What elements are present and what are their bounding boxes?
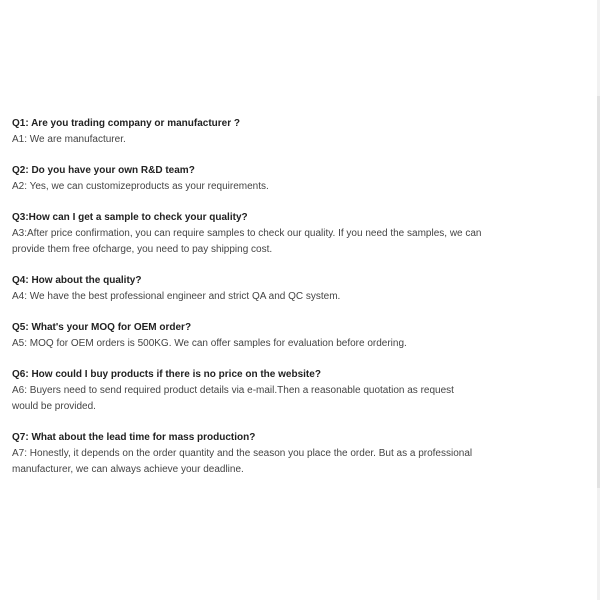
faq-question: Q5: What's your MOQ for OEM order? [12, 322, 192, 333]
faq-item-7 [12, 430, 482, 478]
faq-section [12, 116, 482, 493]
faq-answer: A7: Honestly, it depends on the order quantity and the season you place the order. But as a professional manufacturer, we can always achieve your deadline. [12, 448, 473, 475]
faq-question: Q1: Are you trading company or manufacturer ? [12, 118, 241, 129]
faq-answer: A5: MOQ for OEM orders is 500KG. We can offer samples for evaluation before ordering. [12, 338, 407, 349]
faq-answer: A6: Buyers need to send required product details via e-mail.Then a reasonable quotation as request would be provided. [12, 385, 454, 412]
faq-question: Q6: How could I buy products if there is no price on the website? [12, 369, 321, 380]
faq-item-1 [12, 116, 482, 148]
faq-item-6 [12, 367, 482, 415]
faq-answer: A4: We have the best professional engineer and strict QA and QC system. [12, 291, 341, 302]
faq-item-4 [12, 273, 482, 305]
faq-question: Q7: What about the lead time for mass production? [12, 432, 256, 443]
faq-answer: A2: Yes, we can customizeproducts as your requirements. [12, 181, 269, 192]
faq-item-2 [12, 163, 482, 195]
faq-answer: A1: We are manufacturer. [12, 134, 126, 145]
faq-question: Q4: How about the quality? [12, 275, 142, 286]
faq-question: Q3:How can I get a sample to check your quality? [12, 212, 248, 223]
faq-answer: A3:After price confirmation, you can require samples to check our quality. If you need the samples, we can provide them free ofcharge, you need to pay shipping cost. [12, 228, 482, 255]
faq-item-5 [12, 320, 482, 352]
faq-item-3 [12, 210, 482, 258]
faq-question: Q2: Do you have your own R&D team? [12, 165, 195, 176]
